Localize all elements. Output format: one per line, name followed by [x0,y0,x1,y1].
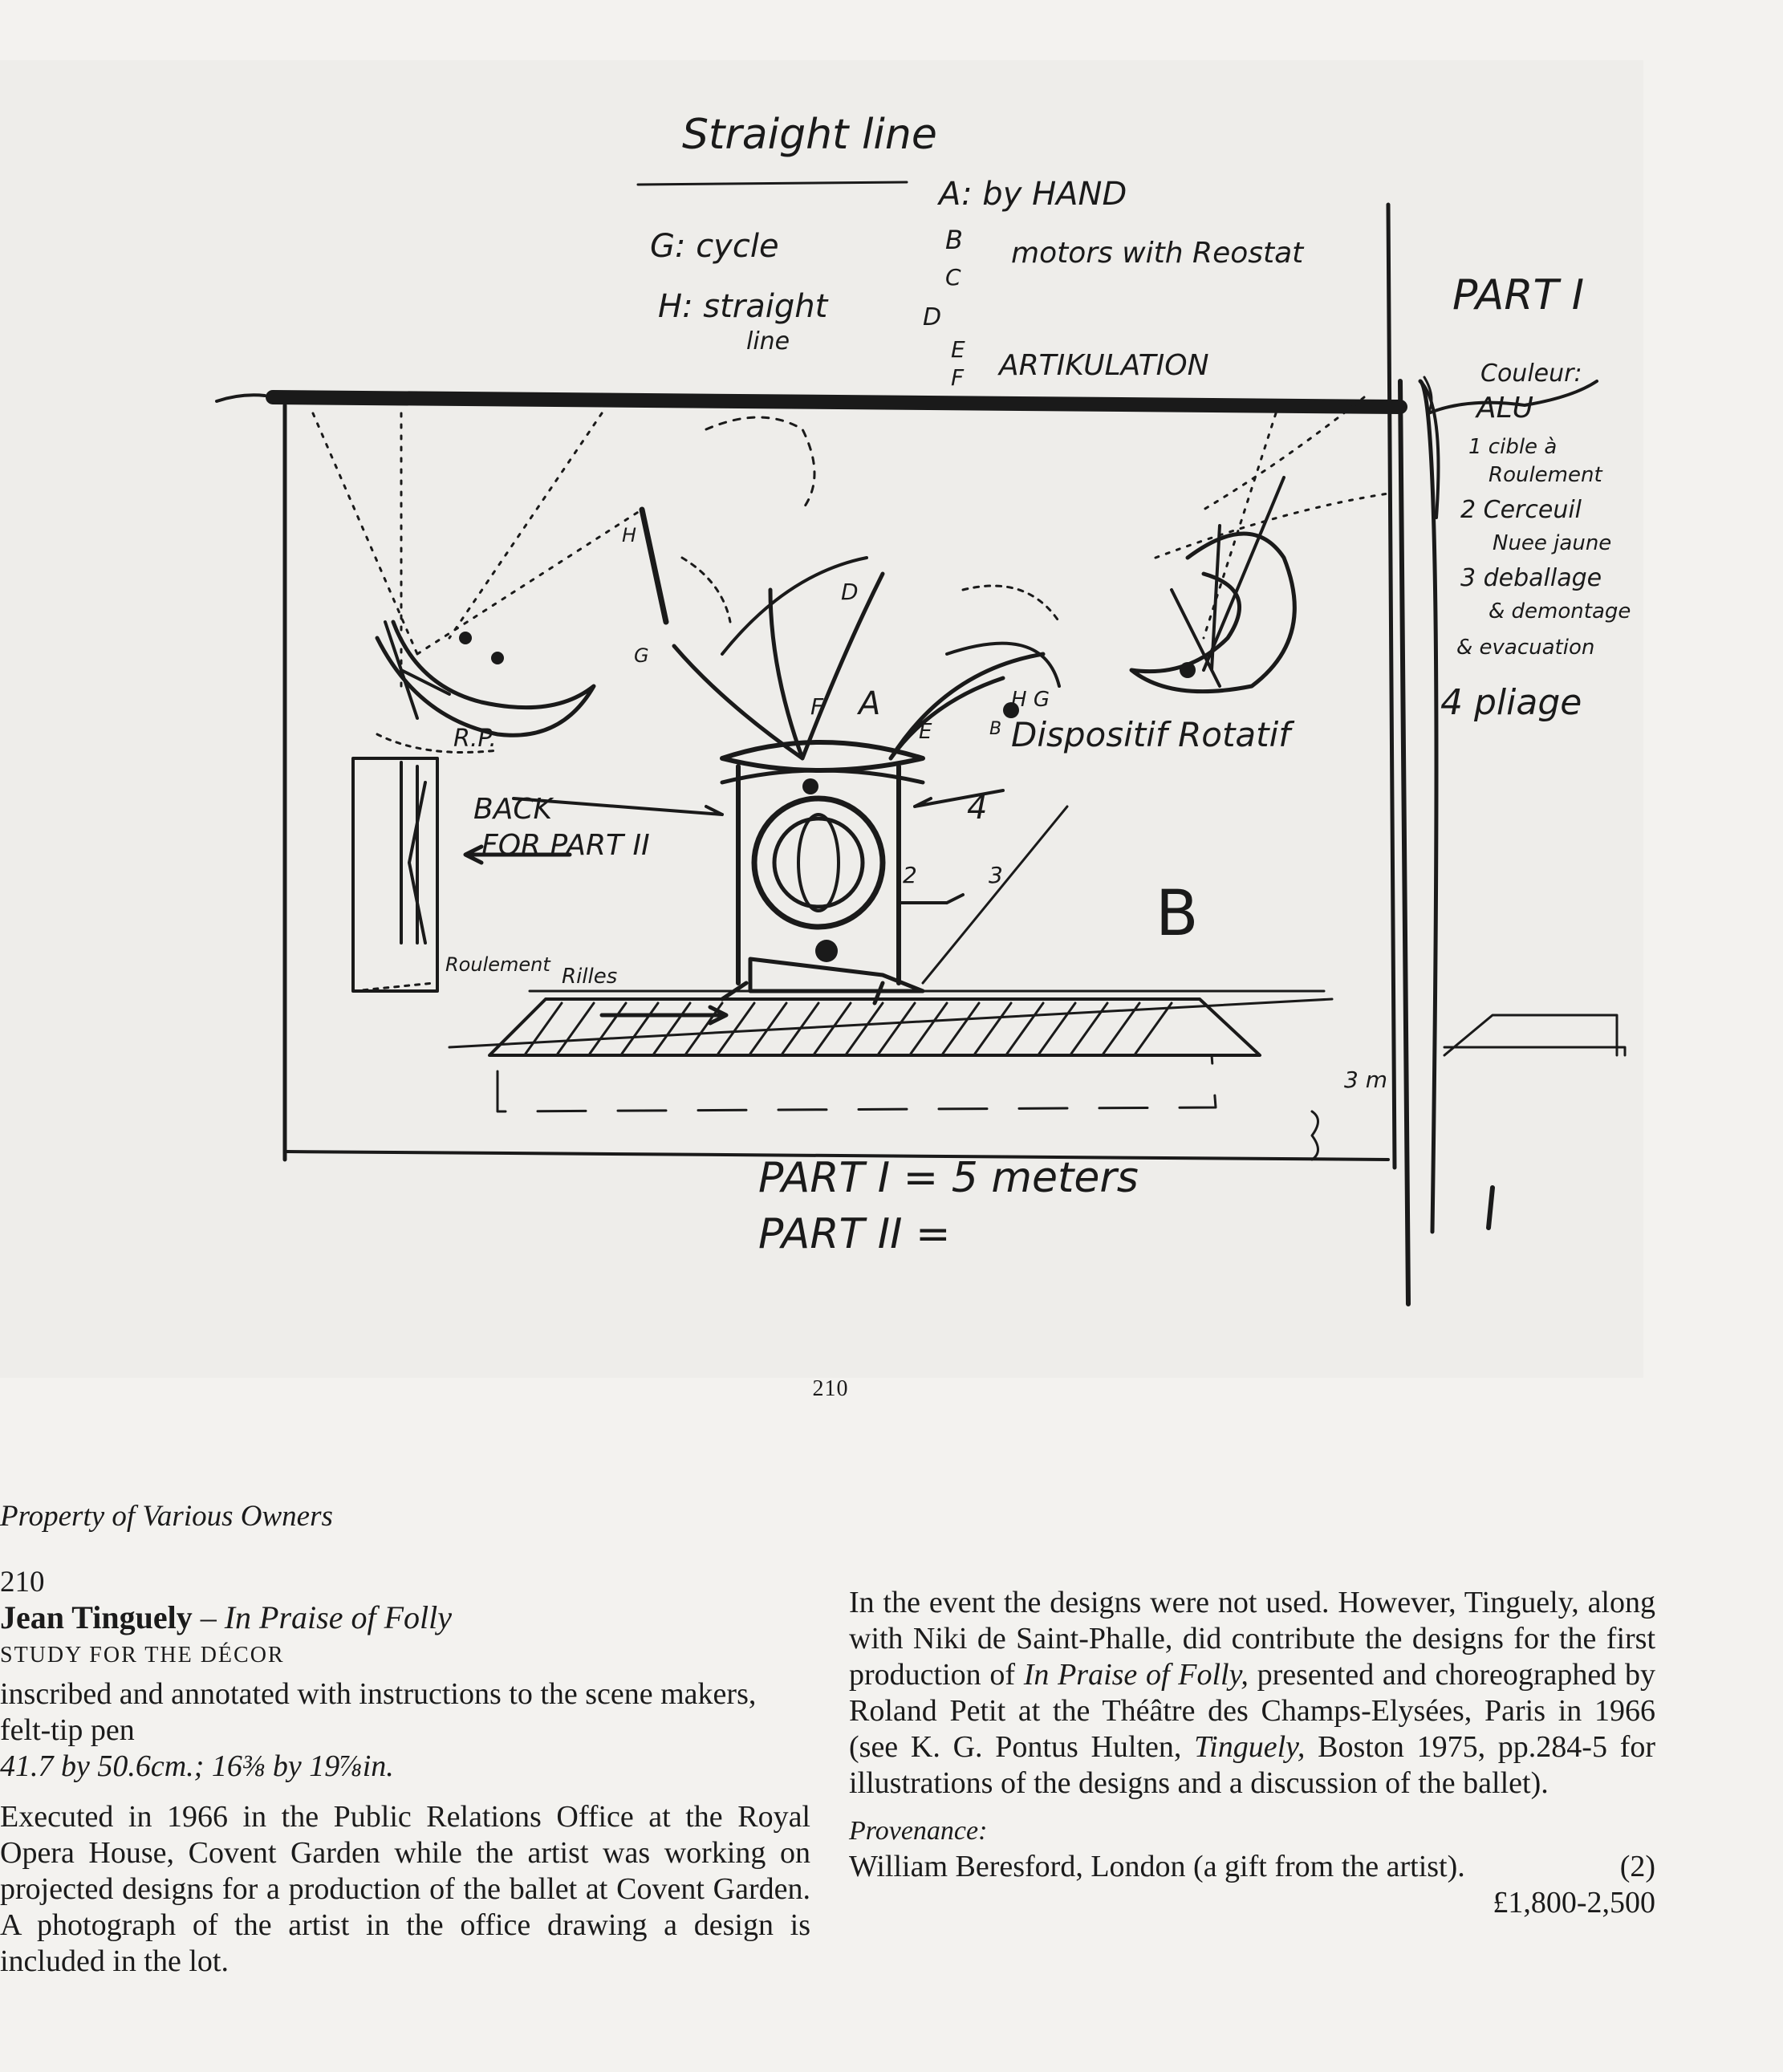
legend-e: E [951,336,965,363]
legend-b: B [945,225,963,255]
label-b-large: B [1155,878,1199,950]
stage-top-beam [273,397,1400,407]
description: Executed in 1966 in the Public Relations Office at the Royal Opera House, Covent Garden while the artist was working on projected designs for a production of the ballet at Covent Garden. A photograph of the artist in the office drawing a design is included in the lot. [0,1800,810,1978]
legend-articulation: ARTIKULATION [999,349,1209,382]
label-e: E [919,720,932,744]
legend-f: F [951,364,965,391]
legend-g: G: cycle [650,228,779,265]
label-b-small: B [989,719,1002,739]
label-g: G [634,644,649,667]
commentary-text: presented and choreographed by Roland Petit at the Théâtre des Champs-Elysées, Paris in 1966 (see K. G. Pontus Hulten, [849,1658,1655,1764]
sketch-title: Straight line [682,111,937,159]
sale-heading: Property of Various Owners [0,1500,333,1533]
part-note-line: Couleur: [1480,360,1582,388]
part-note-line: & demontage [1489,599,1631,624]
legend-d: D [923,303,942,331]
label-f: F [810,693,824,720]
footer-part-one: PART I = 5 meters [758,1154,1139,1202]
work-title: In Praise of Folly [224,1599,452,1635]
part-note-line: & evacuation [1456,636,1595,660]
part-note-line: 1 cible à [1468,435,1558,459]
right-column [849,1585,1655,1921]
sketch-plate [0,60,1643,1378]
commentary-text: In the event the designs were not used. However, Tinguely, along with Niki de Saint-Phalle, did contribute the designs for the first production of [849,1586,1655,1692]
label-back-part: FOR PART II [481,829,650,862]
lot-subtitle: STUDY FOR THE DÉCOR [0,1643,285,1668]
label-rilles: Rilles [562,965,618,989]
title-separator: – [192,1599,225,1635]
lot-title [0,1599,810,1636]
provenance-row [849,1849,1655,1885]
part-one-heading: PART I [1452,271,1585,319]
part-note-line: 2 Cerceuil [1460,496,1582,524]
commentary-title-ref: In Praise of Folly, [1023,1658,1249,1692]
dimensions: 41.7 by 50.6cm.; 16⅜ by 19⅞in. [0,1749,394,1783]
provenance-text: William Beresford, London (a gift from the artist). [849,1850,1465,1883]
provenance-label: Provenance: [849,1816,988,1846]
artist-name: Jean Tinguely [0,1599,193,1635]
sketch-drawing [0,60,1643,1378]
part-note-line: Roulement [1489,463,1602,487]
part-note-line: 4 pliage [1440,682,1582,723]
label-a: A [859,685,881,722]
part-note-line: ALU [1476,392,1534,425]
lot-number: 210 [0,1566,45,1599]
label-dispositif: Dispositif Rotatif [1011,715,1291,754]
label-roulement: Roulement [445,953,550,976]
label-three: 3 [989,862,1003,888]
stage-right-edge [1388,205,1395,1168]
label-two: 2 [903,862,917,888]
legend-a: A: by HAND [939,176,1127,213]
medium: inscribed and annotated with instructions to the scene makers, felt-tip pen [0,1677,757,1747]
legend-c: C [945,264,961,290]
label-back: BACK [473,793,553,826]
commentary [849,1585,1655,1802]
label-hg: H G [1011,688,1050,712]
footer-part-two: PART II = [758,1210,951,1258]
plate-number: 210 [812,1376,849,1401]
label-d: D [841,579,859,605]
label-four: 4 [967,790,988,827]
legend-h1: H: straight [658,288,828,325]
label-h: H [622,524,637,546]
left-column [0,1499,810,1980]
legend-motors: motors with Reostat [1011,237,1304,270]
commentary-title-ref: Tinguely, [1194,1730,1306,1764]
estimate: £1,800-2,500 [1493,1886,1655,1920]
part-note-line: Nuee jaune [1493,531,1612,555]
quantity: (2) [1619,1850,1655,1883]
part-note-line: 3 deballage [1460,564,1602,592]
legend-h2: line [746,327,790,355]
label-three-meters: 3 m [1344,1066,1387,1093]
label-rp: R.P. [453,725,497,753]
commentary-text: Boston 1975, pp.284-5 for illustrations of the designs and a discussion of the ballet). [849,1730,1655,1800]
